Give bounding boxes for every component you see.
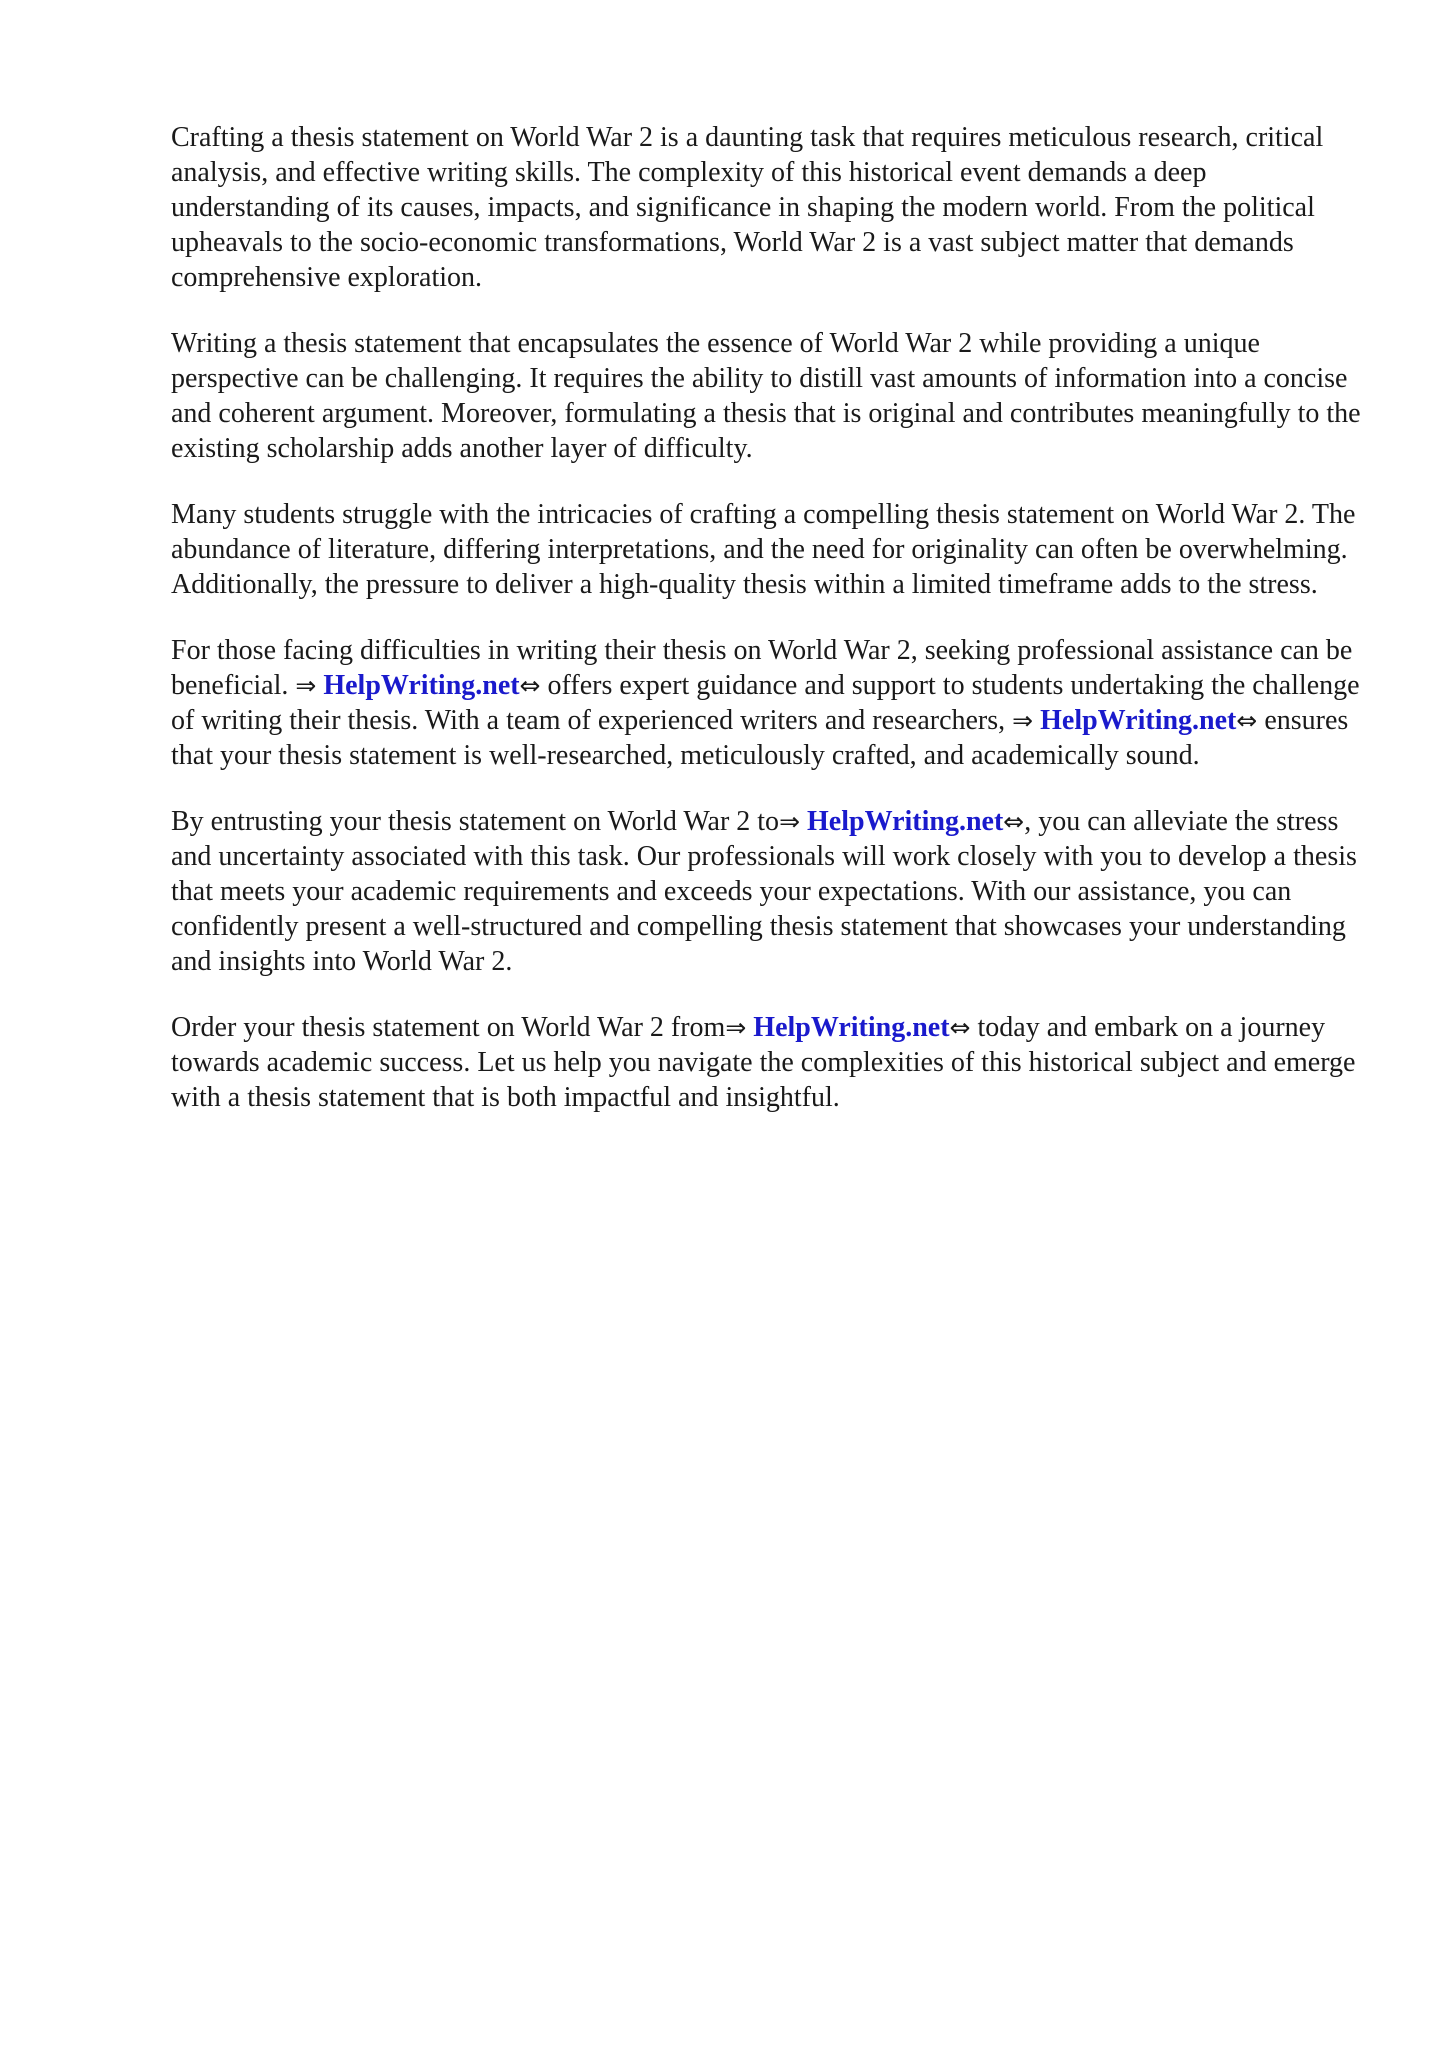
helpwriting-link[interactable]: HelpWriting.net	[323, 670, 520, 701]
arrow-both-icon: ⇔	[1003, 807, 1025, 836]
paragraph-3	[171, 497, 1371, 602]
paragraph-6-text-start: Order your thesis statement on World War 2 from	[171, 1012, 726, 1043]
helpwriting-link[interactable]: HelpWriting.net	[753, 1012, 950, 1043]
paragraph-5	[171, 804, 1371, 979]
paragraph-5-text-start: By entrusting your thesis statement on World War 2 to	[171, 806, 780, 837]
arrow-right-icon: ⇒	[725, 1013, 747, 1042]
link-group	[779, 806, 1024, 837]
arrow-both-icon: ⇔	[519, 671, 541, 700]
link-group	[295, 670, 540, 701]
paragraph-4-text-start: For those facing difficulties in writing their thesis on World War 2, seeking professional assistance can be beneficial.	[171, 635, 1353, 701]
paragraph-4-text-end: ensures that your thesis statement is well-researched, meticulously crafted, and academically sound.	[171, 705, 1349, 771]
paragraph-5-text-end: , you can alleviate the stress and uncertainty associated with this task. Our professionals will work closely with you to develop a thesis that meets your academic requirements and exceeds your expectations. With our assistance, you can confidently present a well-structured and compelling thesis statement that showcases your understanding and insights into World War 2.	[171, 806, 1357, 977]
arrow-both-icon: ⇔	[1236, 706, 1258, 735]
paragraph-2-text: Writing a thesis statement that encapsulates the essence of World War 2 while providing a unique perspective can be challenging. It requires the ability to distill vast amounts of information into a concise and coherent argument. Moreover, formulating a thesis that is original and contributes meaningfully to the existing scholarship adds another layer of difficulty.	[171, 328, 1361, 464]
link-group	[1012, 705, 1257, 736]
paragraph-4-text-middle: offers expert guidance and support to students undertaking the challenge of writing their thesis. With a team of experienced writers and researchers,	[171, 670, 1360, 736]
helpwriting-link[interactable]: HelpWriting.net	[1040, 705, 1237, 736]
paragraph-6	[171, 1010, 1371, 1115]
document-body	[171, 120, 1371, 1146]
paragraph-1-text: Crafting a thesis statement on World War 2 is a daunting task that requires meticulous research, critical analysis, and effective writing skills. The complexity of this historical event demands a deep understanding of its causes, impacts, and significance in shaping the modern world. From the political upheavals to the socio-economic transformations, World War 2 is a vast subject matter that demands comprehensive exploration.	[171, 122, 1324, 293]
paragraph-6-text-end: today and embark on a journey towards academic success. Let us help you navigate the complexities of this historical subject and emerge with a thesis statement that is both impactful and insightful.	[171, 1012, 1356, 1113]
paragraph-2	[171, 326, 1371, 466]
arrow-right-icon: ⇒	[779, 807, 801, 836]
helpwriting-link[interactable]: HelpWriting.net	[807, 806, 1004, 837]
arrow-right-icon: ⇒	[295, 671, 317, 700]
arrow-right-icon: ⇒	[1012, 706, 1034, 735]
paragraph-1	[171, 120, 1371, 295]
arrow-both-icon: ⇔	[949, 1013, 971, 1042]
paragraph-3-text: Many students struggle with the intricacies of crafting a compelling thesis statement on World War 2. The abundance of literature, differing interpretations, and the need for originality can often be overwhelming. Additionally, the pressure to deliver a high-quality thesis within a limited timeframe adds to the stress.	[171, 499, 1356, 600]
paragraph-4	[171, 633, 1371, 773]
link-group	[725, 1012, 970, 1043]
